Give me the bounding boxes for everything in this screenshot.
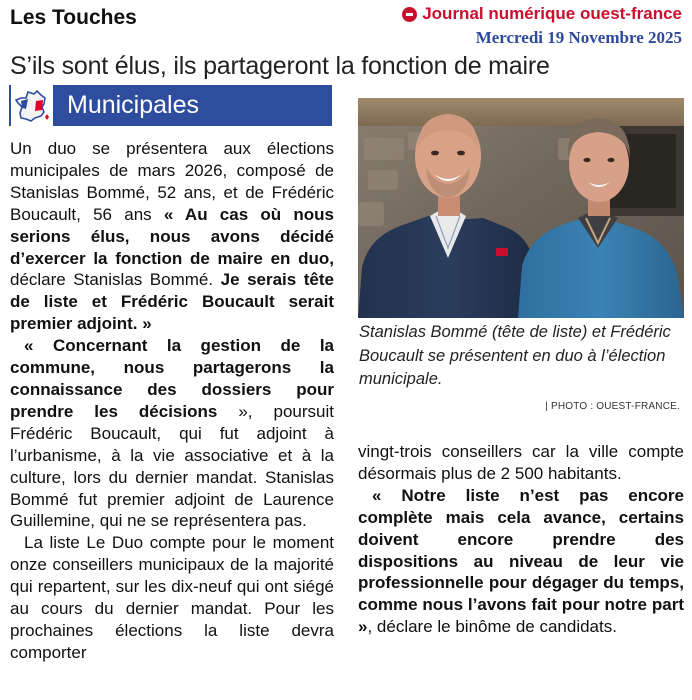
- paragraph-continued: [358, 441, 684, 485]
- paragraph-quote: [10, 335, 334, 532]
- paragraph-text: », poursuit Frédéric Boucault, qui fut adjoint à l’urbanisme, à la vie associative et à la culture, lors du dernier mandat. Stanislas Bommé fut premier adjoint de Laurence Guillemine, qui ne se représentera pas.: [10, 401, 334, 531]
- quote-text: Je serais tête de liste et Frédéric Boucault serait premier adjoint. »: [10, 270, 335, 334]
- quote-text: « Concernant la gestion de la commune, nous partagerons la connaissance des dossiers pour prendre les décisions: [10, 336, 334, 421]
- category-banner: [9, 85, 332, 126]
- article-column-right: [358, 441, 684, 638]
- paragraph-text: , déclare le binôme de candidats.: [367, 617, 617, 637]
- issue-date: Mercredi 19 Novembre 2025: [475, 28, 682, 47]
- paragraph-text: La liste Le Duo compte pour le moment onze conseillers municipaux de la majorité qui repartent, sur les dix-neuf qui ont siégé au cours du dernier mandat. Pour les prochaines élections la liste devra comporter: [10, 533, 334, 662]
- paragraph-text: déclare Stanislas Bommé.: [10, 270, 221, 290]
- photo-caption: Stanislas Bommé (tête de liste) et Frédéric Boucault se présentent en duo à l’élection municipale.: [359, 323, 671, 388]
- paragraph-text: vingt-trois conseillers car la ville compte désormais plus de 2 500 habitants.: [358, 442, 684, 483]
- journal-name: [402, 4, 682, 24]
- article-headline: S’ils sont élus, ils partageront la fonction de maire: [10, 52, 550, 80]
- france-map-icon: [11, 85, 53, 126]
- ouest-france-logo-icon: [402, 7, 417, 22]
- paragraph-text: Un duo se présentera aux élections municipales de mars 2026, composé de Stanislas Bommé, 52 ans, et de Frédéric Boucault, 56 ans: [10, 139, 334, 224]
- journal-label: Journal numérique ouest-france: [422, 4, 682, 23]
- category-label: Municipales: [67, 91, 200, 119]
- section-title: Les Touches: [10, 6, 137, 29]
- quote-text: « Notre liste n’est pas encore complète mais cela avance, certains doivent encore prendre des dispositions au niveau de leur vie professionnelle pour dégager du temps, comme nous l’avons fait pour notre part »: [358, 485, 684, 637]
- article-photo: [358, 98, 684, 318]
- paragraph-closing: [358, 485, 684, 638]
- paragraph-intro: [10, 138, 334, 335]
- quote-text: « Au cas où nous serions élus, nous avons décidé d’exercer la fonction de maire en duo,: [10, 204, 334, 268]
- photo-credit: | PHOTO : OUEST-FRANCE.: [545, 401, 680, 412]
- article-column-left: [10, 138, 334, 664]
- paragraph-list: [10, 532, 334, 663]
